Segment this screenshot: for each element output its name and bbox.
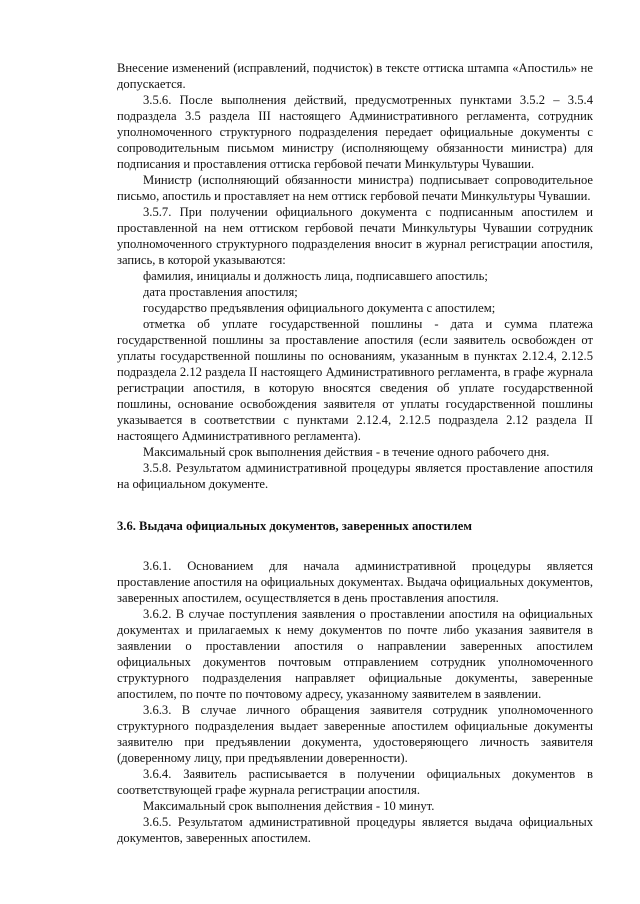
paragraph-p16: 3.6.5. Результатом административной процедуры является выдача официальных документов, заверенных апостилем. xyxy=(117,815,593,845)
document-page xyxy=(117,60,593,846)
paragraph-p13: 3.6.3. В случае личного обращения заявителя сотрудник уполномоченного структурного подразделения выдает заверенные апостилем официальные документы заявителю при предъявлении документа, удостоверяющего личность заявителя (доверенному лицу, при предъявлении доверенности). xyxy=(117,703,593,765)
section-3-5-continuation xyxy=(117,60,593,492)
paragraph-p2: 3.5.6. После выполнения действий, предусмотренных пунктами 3.5.2 – 3.5.4 подраздела 3.5 раздела III настоящего Административного регламента, сотрудник уполномоченного структурного подразделения передает официальные документы с сопроводительным письмом министру (исполняющему обязанности министра) для подписания и проставления оттиска гербовой печати Минкультуры Чувашии. xyxy=(117,93,593,171)
paragraph-p5: фамилия, инициалы и должность лица, подписавшего апостиль; xyxy=(143,269,488,283)
paragraph-p6: дата проставления апостиля; xyxy=(143,285,298,299)
paragraph-p11: 3.6.1. Основанием для начала административной процедуры является проставление апостиля на официальных документах. Выдача официальных документов, заверенных апостилем, осуществляется в день проставления апостиля. xyxy=(117,559,593,605)
section-3-6-body xyxy=(117,558,593,846)
paragraph-p4: 3.5.7. При получении официального документа с подписанным апостилем и проставленной на нем оттиском гербовой печати Минкультуры Чувашии сотрудник уполномоченного структурного подразделения вносит в журнал регистрации апостиля, запись, в которой указываются: xyxy=(117,205,593,267)
paragraph-p15: Максимальный срок выполнения действия - 10 минут. xyxy=(143,799,435,813)
paragraph-p14: 3.6.4. Заявитель расписывается в получении официальных документов в соответствующей графе журнала регистрации апостиля. xyxy=(117,767,593,797)
paragraph-p8: отметка об уплате государственной пошлины - дата и сумма платежа государственной пошлины за проставление апостиля (если заявитель освобожден от уплаты государственной пошлины по основаниям, указанным в пунктах 2.12.4, 2.12.5 подраздела 2.12 раздела II настоящего Административного регламента, в графе журнала регистрации апостиля, в которую вносятся сведения об уплате государственной пошлины, основание освобождения заявителя от уплаты государственной пошлины указывается в соответствии с пунктами 2.12.4, 2.12.5 подраздела 2.12 раздела II настоящего Административного регламента). xyxy=(117,317,593,443)
paragraph-p3: Министр (исполняющий обязанности министра) подписывает сопроводительное письмо, апостиль и проставляет на нем оттиск гербовой печати Минкультуры Чувашии. xyxy=(117,173,593,203)
paragraph-p1: Внесение изменений (исправлений, подчисток) в тексте оттиска штампа «Апостиль» не допускается. xyxy=(117,61,593,91)
paragraph-p9: Максимальный срок выполнения действия - в течение одного рабочего дня. xyxy=(143,445,550,459)
paragraph-p12: 3.6.2. В случае поступления заявления о проставлении апостиля на официальных документах и прилагаемых к нему документов по почте либо указания заявителя в заявлении о проставлении апостиля о направлении заверенных апостилем официальных документов почтовым отправлением сотрудник уполномоченного структурного подразделения направляет официальные документы, заверенные апостилем, по почте по почтовому адресу, указанному заявителем в заявлении. xyxy=(117,607,593,701)
paragraph-p7: государство предъявления официального документа с апостилем; xyxy=(143,301,496,315)
paragraph-p10: 3.5.8. Результатом административной процедуры является проставление апостиля на официальном документе. xyxy=(117,461,593,491)
section-heading-3-6: 3.6. Выдача официальных документов, заверенных апостилем xyxy=(117,519,472,533)
